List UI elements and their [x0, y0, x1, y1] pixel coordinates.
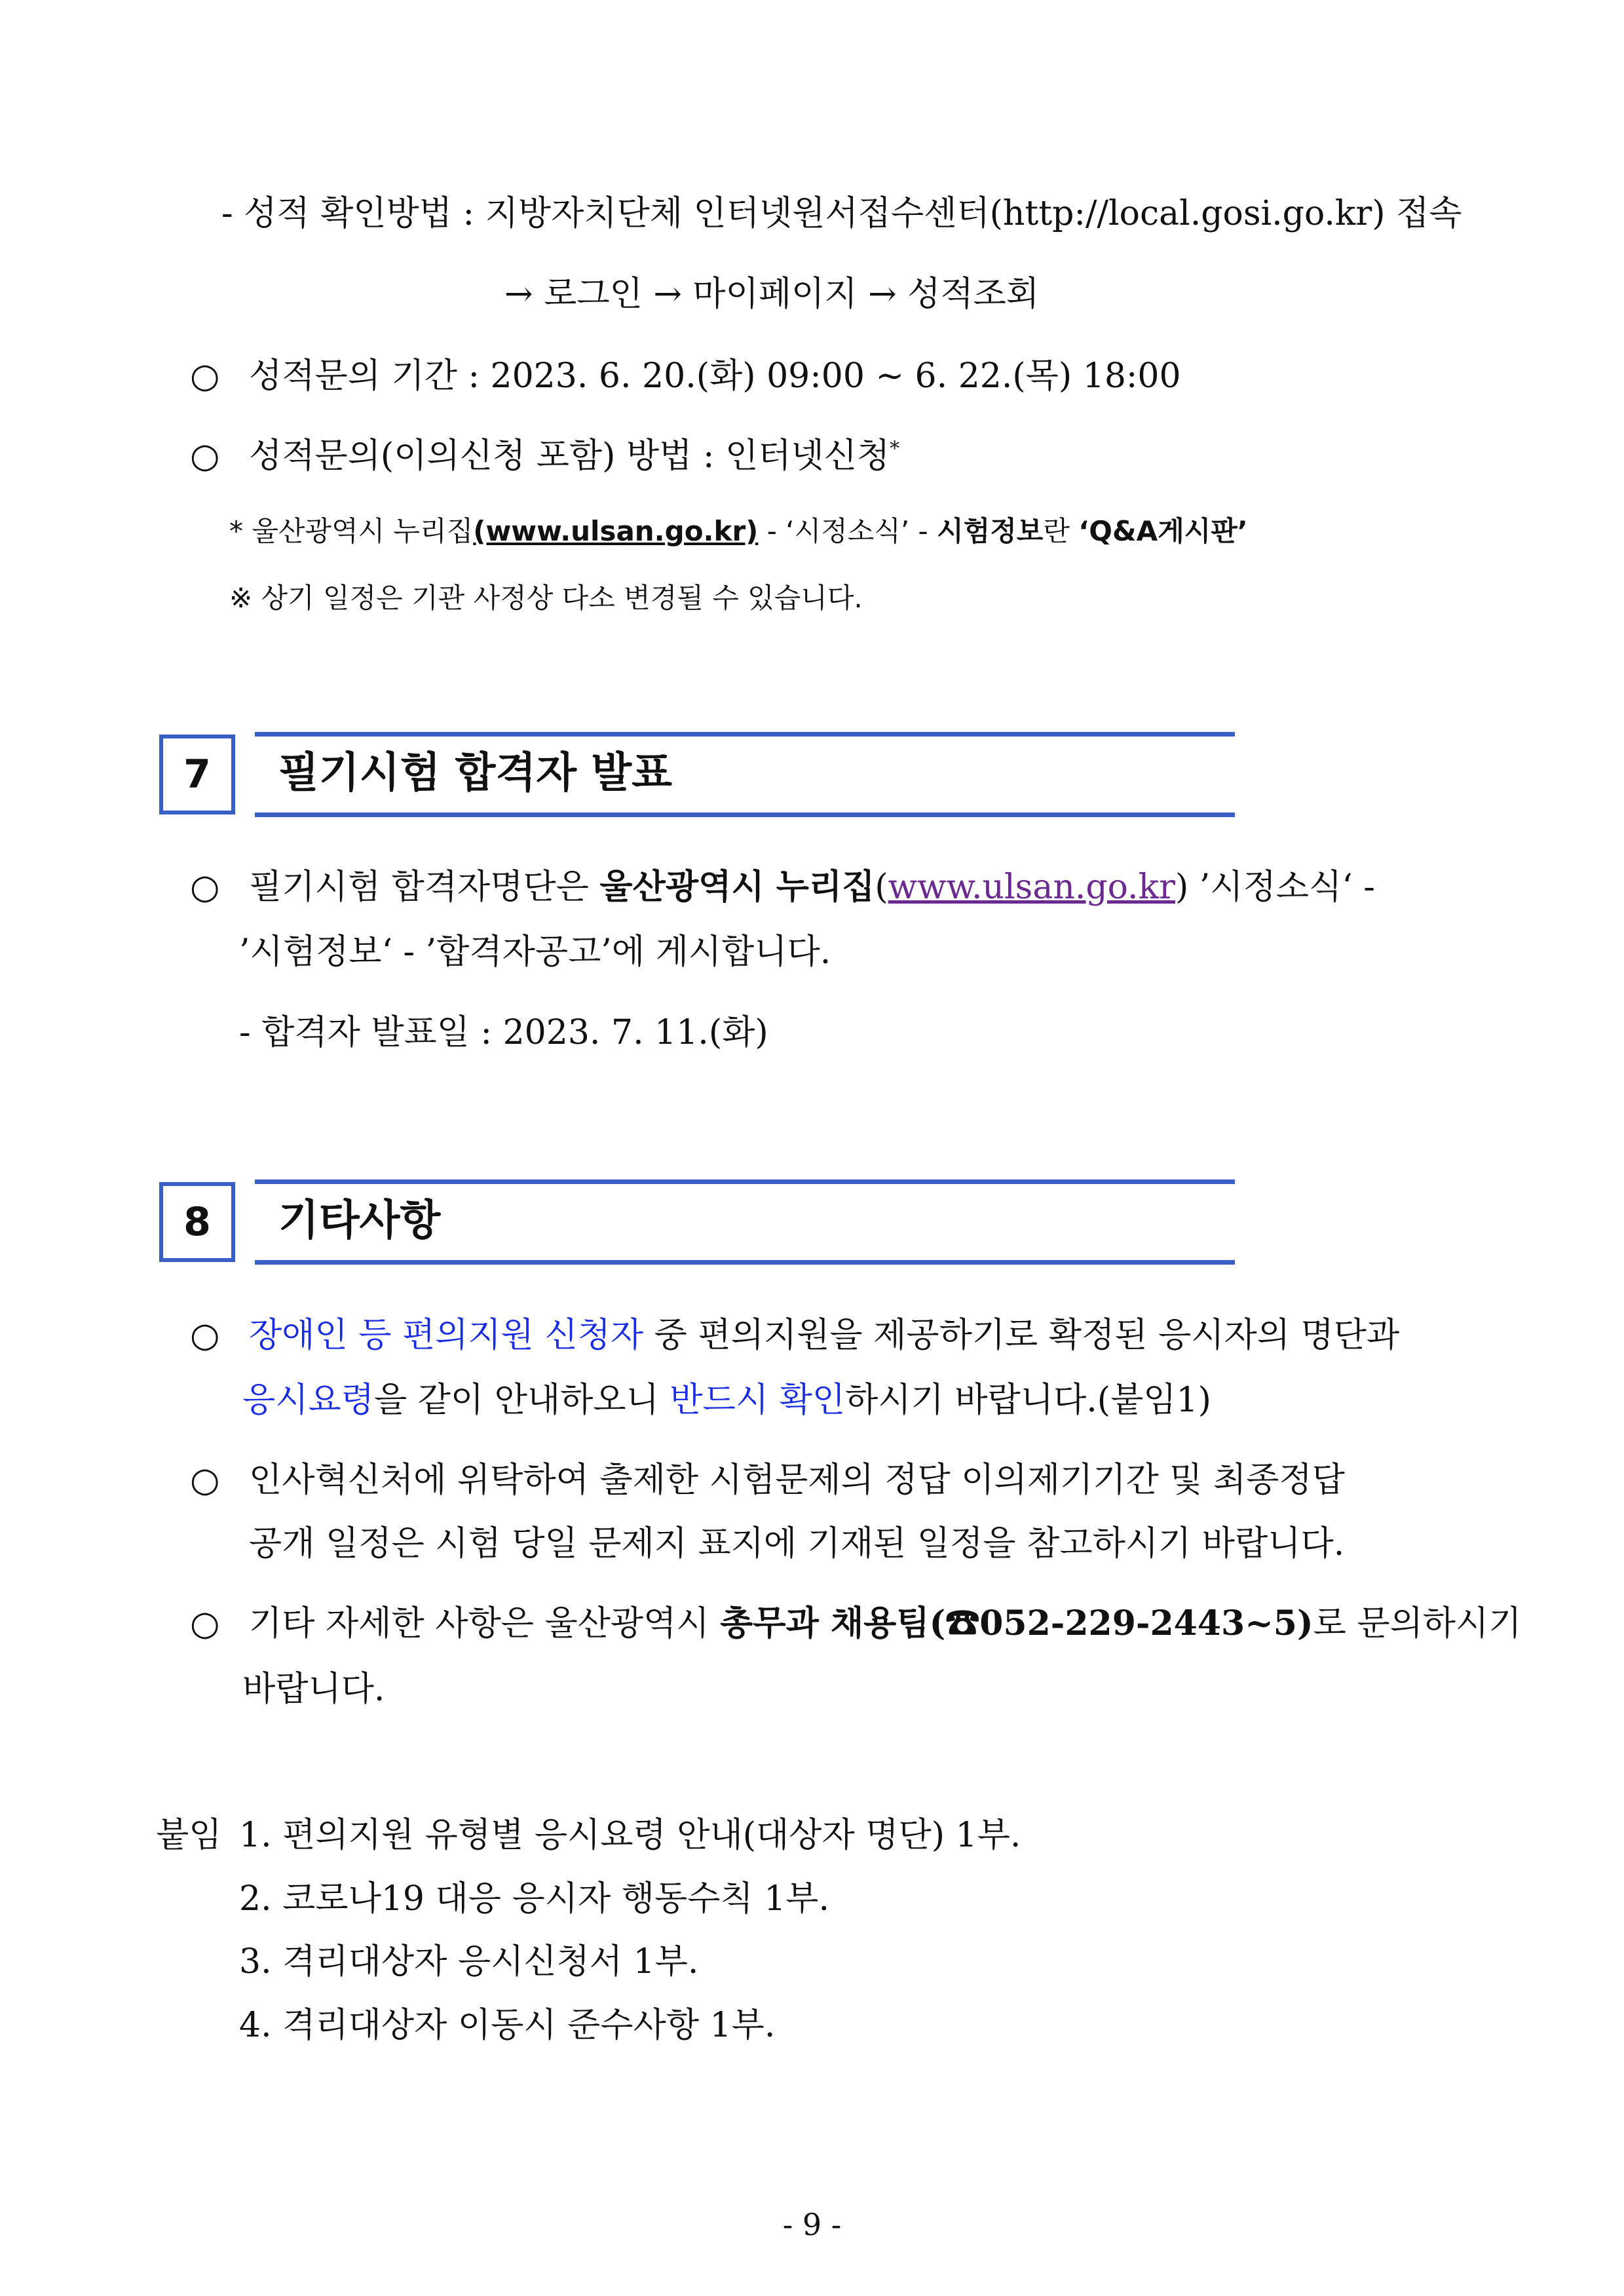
footnote-prefix: * 울산광역시 누리집 [229, 515, 474, 547]
footnote-bold-exam: 시험정보 [937, 515, 1044, 547]
s8-b3-b: 로 문의하시기 [1313, 1604, 1522, 1643]
s8-b1-rest: 중 편의지원을 제공하기로 확정된 응시자의 명단과 [643, 1316, 1400, 1355]
s7-url-close: ) [1175, 868, 1189, 907]
s7-text-a: 필기시험 합격자명단은 [249, 868, 600, 907]
attachment-item: 1. 편의지원 유형별 응시요령 안내(대상자 명단) 1부. [239, 1816, 1021, 1855]
attachments-label: 붙임 [156, 1816, 222, 1855]
section-8-item-1 [190, 1316, 1400, 1355]
inquiry-method-item [190, 436, 900, 476]
score-check-path: → 로그인 → 마이페이지 → 성적조회 [504, 275, 1040, 314]
s8-blue-confirm: 반드시 확인 [670, 1381, 846, 1420]
bullet-circle-icon: ○ [190, 436, 220, 476]
s8-b3-a: 기타 자세한 사항은 울산광역시 [249, 1604, 721, 1643]
s8-b3-line2: 바랍니다. [242, 1670, 385, 1709]
page-number: - 9 - [782, 2207, 842, 2242]
section-8-number: 8 [159, 1182, 235, 1262]
section-8-title: 기타사항 [278, 1196, 441, 1245]
bullet-circle-icon: ○ [190, 1461, 220, 1500]
s7-bold-site: 울산광역시 누리집 [599, 867, 875, 907]
bullet-circle-icon: ○ [190, 1604, 220, 1643]
bullet-circle-icon: ○ [190, 356, 220, 396]
footnote-bold-qa: ‘Q&A게시판’ [1078, 515, 1248, 547]
s7-line2: ’시험정보‘ - ’합격자공고’에 게시합니다. [239, 932, 831, 972]
footnote-mid2: 란 [1043, 515, 1079, 547]
footnote-link[interactable]: (www.ulsan.go.kr) [473, 515, 759, 547]
section-7-item [190, 867, 1375, 907]
s8-blue-guide: 응시요령 [242, 1381, 374, 1420]
s8-b2-line1: 인사혁신처에 위탁하여 출제한 시험문제의 정답 이의제기기간 및 최종정답 [249, 1461, 1345, 1500]
footnote-mark: * [890, 437, 900, 461]
s8-b3-bold-contact: 총무과 채용팀(☎052-229-2443~5) [720, 1603, 1313, 1643]
inquiry-period-item [190, 356, 1181, 396]
attachment-item: 2. 코로나19 대응 응시자 행동수칙 1부. [239, 1879, 830, 1919]
bullet-circle-icon: ○ [190, 868, 220, 907]
inquiry-period-text: 성적문의 기간 : 2023. 6. 20.(화) 09:00 ~ 6. 22.(목) 18:00 [249, 356, 1181, 396]
s8-b2-line2: 공개 일정은 시험 당일 문제지 표지에 기재된 일정을 참고하시기 바랍니다. [249, 1524, 1345, 1563]
s8-blue-applicant: 장애인 등 편의지원 신청자 [249, 1316, 644, 1355]
section-8-item-3 [190, 1603, 1522, 1643]
s8-b1-mid: 을 같이 안내하오니 [373, 1381, 670, 1420]
section-7-title: 필기시험 합격자 발표 [278, 749, 672, 797]
attachment-item: 3. 격리대상자 응시신청서 1부. [239, 1942, 699, 1981]
bullet-circle-icon: ○ [190, 1316, 220, 1355]
footnote-mid: - ‘시정소식’ - [758, 515, 937, 547]
s7-text-b: ’시정소식‘ - [1188, 868, 1375, 907]
schedule-note: ※ 상기 일정은 기관 사정상 다소 변경될 수 있습니다. [229, 582, 863, 614]
footnote-text [229, 515, 1248, 547]
s8-b1-line2 [242, 1381, 1211, 1420]
s8-b1-end: 하시기 바랍니다.(붙임1) [845, 1381, 1211, 1420]
attachment-item: 4. 격리대상자 이동시 준수사항 1부. [239, 2006, 776, 2045]
score-check-method: - 성적 확인방법 : 지방자치단체 인터넷원서접수센터(http://local.gosi.go.kr) 접속 [221, 194, 1462, 233]
s7-url-open: ( [875, 868, 888, 907]
section-8-item-2 [190, 1461, 1345, 1500]
s7-announce-date: - 합격자 발표일 : 2023. 7. 11.(화) [239, 1013, 768, 1052]
s7-url-link[interactable]: www.ulsan.go.kr [888, 868, 1175, 907]
section-7-number: 7 [159, 735, 235, 814]
inquiry-method-text: 성적문의(이의신청 포함) 방법 : 인터넷신청 [249, 436, 890, 476]
